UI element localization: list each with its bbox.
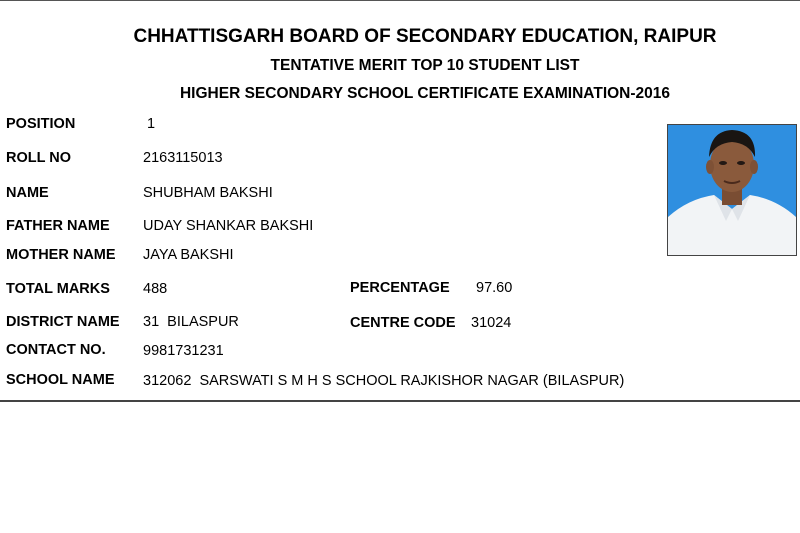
student-photo	[667, 124, 797, 256]
mother-name-label: MOTHER NAME	[6, 247, 116, 263]
district-name-value: 31 BILASPUR	[143, 314, 239, 330]
district-name-label: DISTRICT NAME	[6, 314, 120, 330]
contact-no-label: CONTACT NO.	[6, 342, 106, 358]
board-title: CHHATTISGARH BOARD OF SECONDARY EDUCATION, RAIPUR	[133, 26, 717, 47]
school-name-value: 312062 SARSWATI S M H S SCHOOL RAJKISHOR NAGAR (BILASPUR)	[143, 373, 625, 389]
father-name-value: UDAY SHANKAR BAKSHI	[143, 218, 314, 234]
percentage-value: 97.60	[476, 280, 513, 296]
father-name-label: FATHER NAME	[6, 218, 110, 234]
total-marks-value: 488	[143, 281, 168, 297]
list-title: TENTATIVE MERIT TOP 10 STUDENT LIST	[270, 57, 580, 74]
mother-name-value: JAYA BAKSHI	[143, 247, 234, 263]
roll-no-label: ROLL NO	[6, 150, 71, 166]
total-marks-label: TOTAL MARKS	[6, 281, 110, 297]
name-value: SHUBHAM BAKSHI	[143, 185, 273, 201]
centre-code-label: CENTRE CODE	[350, 315, 456, 331]
contact-no-value: 9981731231	[143, 343, 224, 359]
student-portrait-image	[668, 125, 796, 255]
exam-title: HIGHER SECONDARY SCHOOL CERTIFICATE EXAMINATION-2016	[179, 85, 671, 102]
position-label: POSITION	[6, 116, 76, 132]
top-rule	[0, 0, 800, 1]
school-name-label: SCHOOL NAME	[6, 372, 115, 388]
roll-no-value: 2163115013	[143, 150, 223, 166]
bottom-rule	[0, 400, 800, 402]
percentage-label: PERCENTAGE	[350, 280, 450, 296]
centre-code-value: 31024	[471, 315, 512, 331]
position-value: 1	[147, 116, 156, 132]
name-label: NAME	[6, 185, 49, 201]
